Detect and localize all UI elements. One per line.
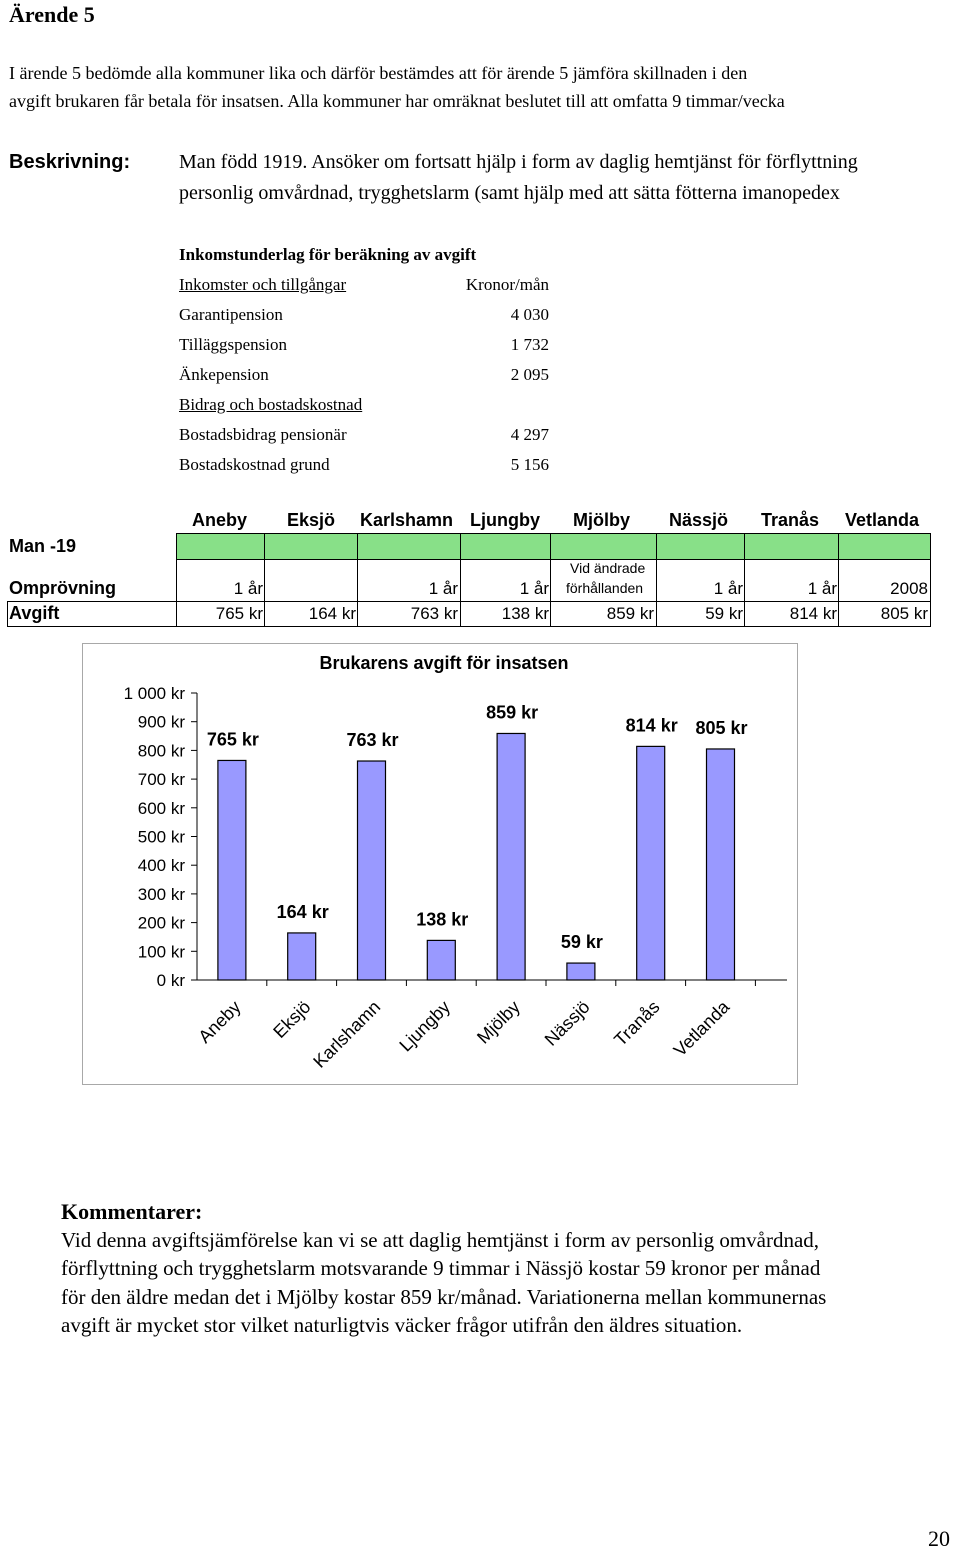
chart-bar [218,760,246,980]
y-tick-label: 300 kr [137,884,185,904]
chart-bar [288,933,316,980]
beskrivning-label: Beskrivning: [9,151,131,173]
income-row-value: 4 030 [510,305,549,324]
bar-value-label: 763 kr [346,730,399,751]
y-tick-label: 200 kr [137,913,185,933]
income-row-label: Tilläggspension [179,335,288,354]
income-row-label: Garantipension [179,305,283,324]
table-rule [176,559,931,560]
y-tick-label: 500 kr [137,827,185,847]
omprovning-note-line-2: förhållanden [566,580,644,596]
intro-line-2: avgift brukaren får betala för insatsen. Alla kommuner har omräknat beslutet till att omfatta 9 timmar/vecka [9,91,785,111]
bar-chart [82,643,798,1085]
chart-bar [567,963,595,980]
table-cell: 1 år [428,579,458,598]
table-rule [357,533,358,627]
income-title: Inkomstunderlag för beräkning av avgift [179,245,477,264]
x-tick-label: Vetlanda [669,996,734,1061]
table-cell: 765 kr [215,604,263,623]
income-row-value: 2 095 [510,365,549,384]
chart-bar [497,733,525,980]
table-rule [930,533,931,627]
chart-bar [427,940,455,980]
table-header-cell: Ljungby [470,510,540,530]
table-header-cell: Tranås [761,510,820,530]
x-tick-label: Eksjö [269,996,315,1042]
table-row-label-omprovning: Omprövning [9,578,116,598]
table-rule [7,601,931,602]
page-number: 20 [928,1526,950,1551]
chart-bar [637,746,665,980]
table-cell: 1 år [807,579,837,598]
table-rule [7,601,8,627]
highlight-cell [358,534,460,559]
table-cell: 1 år [233,579,263,598]
table-cell: 763 kr [410,604,458,623]
y-tick-label: 100 kr [137,942,185,962]
income-row-value: 1 732 [510,335,549,354]
table-header-cell: Eksjö [287,510,336,530]
page-heading: Ärende 5 [9,2,95,27]
income-row2-value: 5 156 [510,455,549,474]
bar-value-label: 805 kr [695,717,748,738]
table-header-cell: Aneby [192,510,248,530]
highlight-cell [176,534,264,559]
table-header-cell: Karlshamn [360,510,454,530]
income-row2-label: Bostadsbidrag pensionär [179,425,347,444]
y-tick-label: 0 kr [156,971,185,990]
table-cell: 59 kr [705,604,743,623]
table-cell: 2008 [890,579,928,598]
x-tick-label: Ljungby [395,996,455,1056]
chart-bar [707,749,735,980]
table-row-label-man: Man -19 [9,536,77,556]
table-cell: 1 år [713,579,743,598]
bar-value-label: 765 kr [206,729,259,750]
highlight-cell [745,534,838,559]
kommentar-line-2: förflyttning och trygghetslarm motsvarande 9 timmar i Nässjö kostar 59 kronor per månad [61,1256,821,1280]
intro-line-1: I ärende 5 bedömde alla kommuner lika och därför bestämdes att för ärende 5 jämföra skillnaden i den [9,63,748,83]
chart-title: Brukarens avgift för insatsen [319,653,569,673]
highlight-cell [265,534,357,559]
kommentar-line-4: avgift är mycket stor vilket naturligtvis väcker frågor utifrån den äldres situation. [61,1313,743,1337]
table-cell: 164 kr [308,604,356,623]
table-rule [7,626,931,627]
table-row-label-avgift: Avgift [9,603,60,623]
x-tick-label: Nässjö [540,996,594,1050]
table-rule [656,533,657,627]
bar-chart-svg [83,644,797,1084]
kommentar-line-3: för den äldre medan det i Mjölby kostar 859 kr/månad. Variationerna mellan kommunernas [61,1285,827,1309]
table-rule [176,533,931,534]
bar-value-label: 859 kr [486,702,539,723]
income-row2-label: Bostadskostnad grund [179,455,330,474]
y-tick-label: 800 kr [137,741,185,761]
chart-bar [358,761,386,980]
x-tick-label: Tranås [610,996,664,1050]
table-cell: 805 kr [880,604,928,623]
x-tick-label: Karlshamn [309,996,385,1072]
table-header-cell: Nässjö [669,510,729,530]
bar-value-label: 138 kr [416,909,469,930]
y-tick-label: 900 kr [137,712,185,732]
y-tick-label: 1 000 kr [123,684,185,703]
income-section2-title: Bidrag och bostadskostnad [179,395,363,414]
omprovning-note-line-1: Vid ändrade [570,560,646,576]
table-cell: 814 kr [789,604,837,623]
kommentarer-title: Kommentarer: [61,1199,203,1224]
y-tick-label: 700 kr [137,770,185,790]
highlight-cell [551,534,656,559]
kommentar-line-1: Vid denna avgiftsjämförelse kan vi se att daglig hemtjänst i form av personlig omvårdnad, [61,1228,820,1252]
bar-value-label: 164 kr [276,901,329,922]
table-rule [744,533,745,627]
x-tick-label: Aneby [194,996,245,1047]
table-header-cell: Vetlanda [845,510,920,530]
y-tick-label: 400 kr [137,856,185,876]
x-tick-label: Mjölby [473,996,524,1048]
table-rule [264,533,265,627]
bar-value-label: 59 kr [560,932,603,953]
income-row-label: Änkepension [179,365,269,384]
table-rule [460,533,461,627]
y-tick-label: 600 kr [137,798,185,818]
table-rule [550,533,551,627]
table-rule [838,533,839,627]
highlight-cell [657,534,744,559]
highlight-cell [839,534,930,559]
income-row2-value: 4 297 [510,425,549,444]
table-cell: 1 år [519,579,549,598]
highlight-cell [461,534,550,559]
table-cell: 859 kr [606,604,654,623]
income-col-header-right: Kronor/mån [465,275,549,294]
bar-value-label: 814 kr [625,715,678,736]
income-col-header-left: Inkomster och tillgångar [179,275,347,294]
table-header-cell: Mjölby [573,510,630,530]
beskrivning-line-1: Man född 1919. Ansöker om fortsatt hjälp i form av daglig hemtjänst för förflyttning [179,151,858,173]
table-cell: 138 kr [501,604,549,623]
table-rule [176,533,177,627]
beskrivning-line-2: personlig omvårdnad, trygghetslarm (samt hjälp med att sätta fötterna imanopedex [179,182,840,204]
